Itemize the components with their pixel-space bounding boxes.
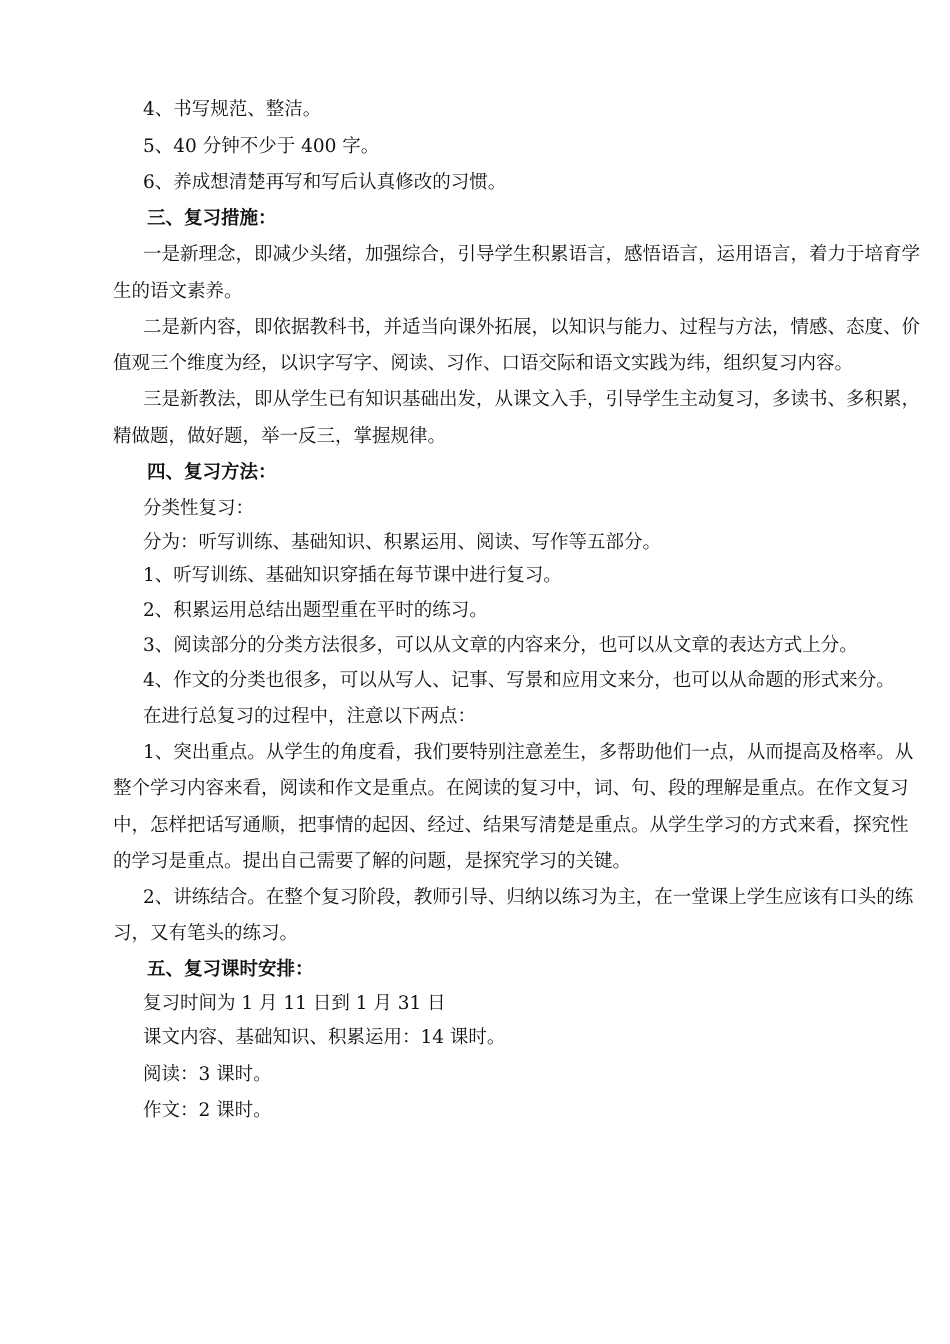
category-division-text: 分为：听写训练、基础知识、积累运用、阅读、写作等五部分。 <box>143 532 662 553</box>
requirement-item-5: 5、40 分钟不少于 400 字。 <box>143 136 380 157</box>
point-1-line-3: 中，怎样把话写通顺，把事情的起因、经过、结果写清楚是重点。从学生学习的方式来看，探究性 <box>113 815 909 836</box>
paragraph-new-content-line-2: 值观三个维度为经，以识字写字、阅读、习作、口语交际和语文实践为纬，组织复习内容。 <box>113 353 854 374</box>
section-heading-schedule: 五、复习课时安排： <box>147 959 314 980</box>
paragraph-new-concept-line-2: 生的语文素养。 <box>113 281 243 302</box>
schedule-review-period: 复习时间为 1 月 11 日到 1 月 31 日 <box>143 993 446 1014</box>
method-item-1: 1、听写训练、基础知识穿插在每节课中进行复习。 <box>143 565 562 586</box>
requirement-item-6: 6、养成想清楚再写和写后认真修改的习惯。 <box>143 172 507 193</box>
attention-points-intro: 在进行总复习的过程中，注意以下两点： <box>143 706 477 727</box>
point-1-line-1: 1、突出重点。从学生的角度看，我们要特别注意差生，多帮助他们一点，从而提高及格率。从 <box>143 742 914 763</box>
method-item-2: 2、积累运用总结出题型重在平时的练习。 <box>143 600 488 621</box>
point-2-line-2: 习，又有笔头的练习。 <box>113 923 299 944</box>
method-item-3: 3、阅读部分的分类方法很多，可以从文章的内容来分，也可以从文章的表达方式上分。 <box>143 635 858 656</box>
paragraph-new-content-line-1: 二是新内容，即依据教科书，并适当向课外拓展，以知识与能力、过程与方法，情感、态度、价 <box>143 317 921 338</box>
paragraph-new-concept-line-1: 一是新理念，即减少头绪，加强综合，引导学生积累语言，感悟语言，运用语言，着力于培育学 <box>143 244 921 265</box>
schedule-reading-hours: 阅读：3 课时。 <box>143 1064 272 1085</box>
schedule-writing-hours: 作文：2 课时。 <box>143 1100 272 1121</box>
requirement-item-4: 4、书写规范、整洁。 <box>143 99 322 120</box>
section-heading-review-measures: 三、复习措施： <box>147 208 277 229</box>
point-2-line-1: 2、讲练结合。在整个复习阶段，教师引导、归纳以练习为主，在一堂课上学生应该有口头的练 <box>143 887 914 908</box>
schedule-text-basics-hours: 课文内容、基础知识、积累运用：14 课时。 <box>143 1027 506 1048</box>
method-item-4: 4、作文的分类也很多，可以从写人、记事、写景和应用文来分，也可以从命题的形式来分。 <box>143 670 895 691</box>
point-1-line-2: 整个学习内容来看，阅读和作文是重点。在阅读的复习中，词、句、段的理解是重点。在作文复习 <box>113 778 909 799</box>
paragraph-new-method-line-2: 精做题，做好题，举一反三，掌握规律。 <box>113 426 447 447</box>
point-1-line-4: 的学习是重点。提出自己需要了解的问题，是探究学习的关键。 <box>113 851 632 872</box>
section-heading-review-methods: 四、复习方法： <box>147 462 277 483</box>
category-review-label: 分类性复习： <box>143 498 255 519</box>
paragraph-new-method-line-1: 三是新教法，即从学生已有知识基础出发，从课文入手，引导学生主动复习，多读书、多积累， <box>143 389 921 410</box>
